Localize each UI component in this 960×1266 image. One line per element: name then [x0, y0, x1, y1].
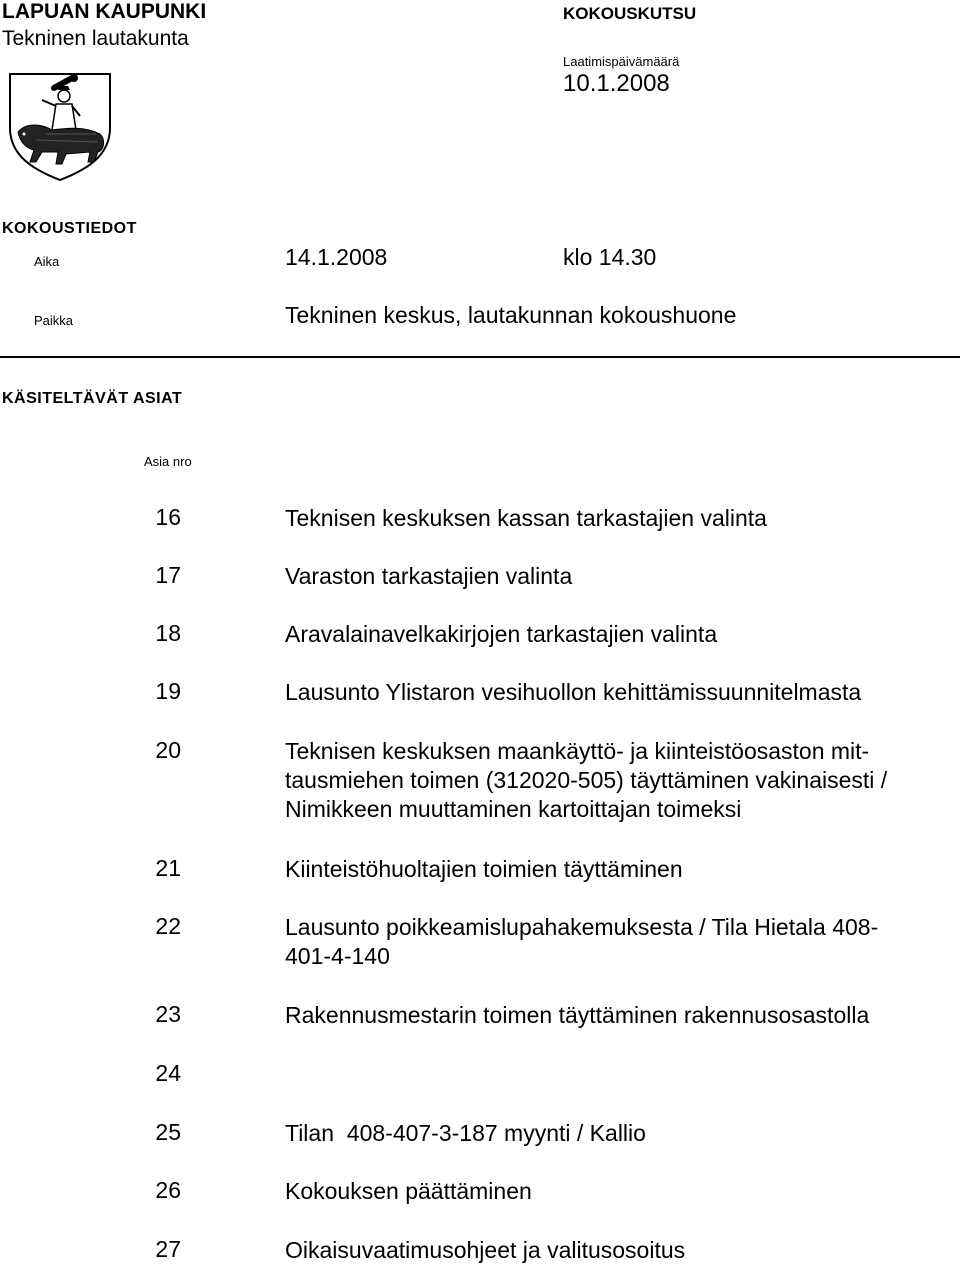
agenda-item-number: 18	[155, 620, 181, 646]
agenda-item-number: 21	[155, 855, 181, 881]
agenda-heading: KÄSITELTÄVÄT ASIAT	[2, 390, 183, 407]
agenda-item-title: Kokouksen päättäminen	[285, 1178, 532, 1204]
meeting-info-heading: KOKOUSTIEDOT	[2, 220, 137, 237]
agenda-item-number: 26	[155, 1177, 181, 1203]
agenda-item-number: 23	[155, 1001, 181, 1027]
agenda-item-number: 25	[155, 1119, 181, 1145]
agenda-item-title: Kiinteistöhuoltajien toimien täyttäminen	[285, 856, 683, 882]
section-divider	[0, 356, 960, 358]
agenda-item-number: 27	[155, 1236, 181, 1262]
agenda-item-number: 17	[155, 562, 181, 588]
place-label: Paikka	[34, 313, 74, 328]
organization-name: LAPUAN KAUPUNKI	[2, 0, 207, 23]
agenda-item-number: 20	[155, 737, 181, 763]
prepared-date: 10.1.2008	[563, 70, 670, 97]
meeting-time: klo 14.30	[563, 244, 657, 270]
prepared-date-label: Laatimispäivämäärä	[563, 54, 680, 69]
agenda-item-title: Lausunto poikkeamislupahakemuksesta / Tila Hietala 408- 401-4-140	[285, 914, 879, 969]
agenda-item-title: Rakennusmestarin toimen täyttäminen rakennusosastolla	[285, 1002, 870, 1028]
agenda-item-title: Aravalainavelkakirjojen tarkastajien valinta	[285, 621, 718, 647]
agenda-item-title: Oikaisuvaatimusohjeet ja valitusosoitus	[285, 1237, 686, 1263]
agenda-item-title: Lausunto Ylistaron vesihuollon kehittämissuunnitelmasta	[285, 679, 862, 705]
meeting-place: Tekninen keskus, lautakunnan kokoushuone	[285, 302, 737, 328]
meeting-date: 14.1.2008	[285, 244, 388, 270]
agenda-item-title: Teknisen keskuksen maankäyttö- ja kiinteistöosaston mit- tausmiehen toimen (312020-505) täyttäminen vakinaisesti / Nimikkeen muuttaminen kartoittajan toimeksi	[285, 738, 888, 822]
agenda-item-title: Teknisen keskuksen kassan tarkastajien valinta	[285, 505, 767, 531]
item-number-label: Asia nro	[144, 454, 192, 469]
agenda-item-title: Tilan 408-407-3-187 myynti / Kallio	[285, 1120, 646, 1146]
agenda-item-number: 22	[155, 913, 181, 939]
agenda-item-number: 16	[155, 504, 181, 530]
agenda-item-number: 24	[155, 1060, 181, 1086]
coat-of-arms-icon	[6, 70, 114, 182]
department-name: Tekninen lautakunta	[2, 27, 189, 50]
agenda-item-title: Varaston tarkastajien valinta	[285, 563, 573, 589]
agenda-item-number: 19	[155, 678, 181, 704]
document-type: KOKOUSKUTSU	[563, 4, 697, 23]
time-label: Aika	[34, 254, 60, 269]
